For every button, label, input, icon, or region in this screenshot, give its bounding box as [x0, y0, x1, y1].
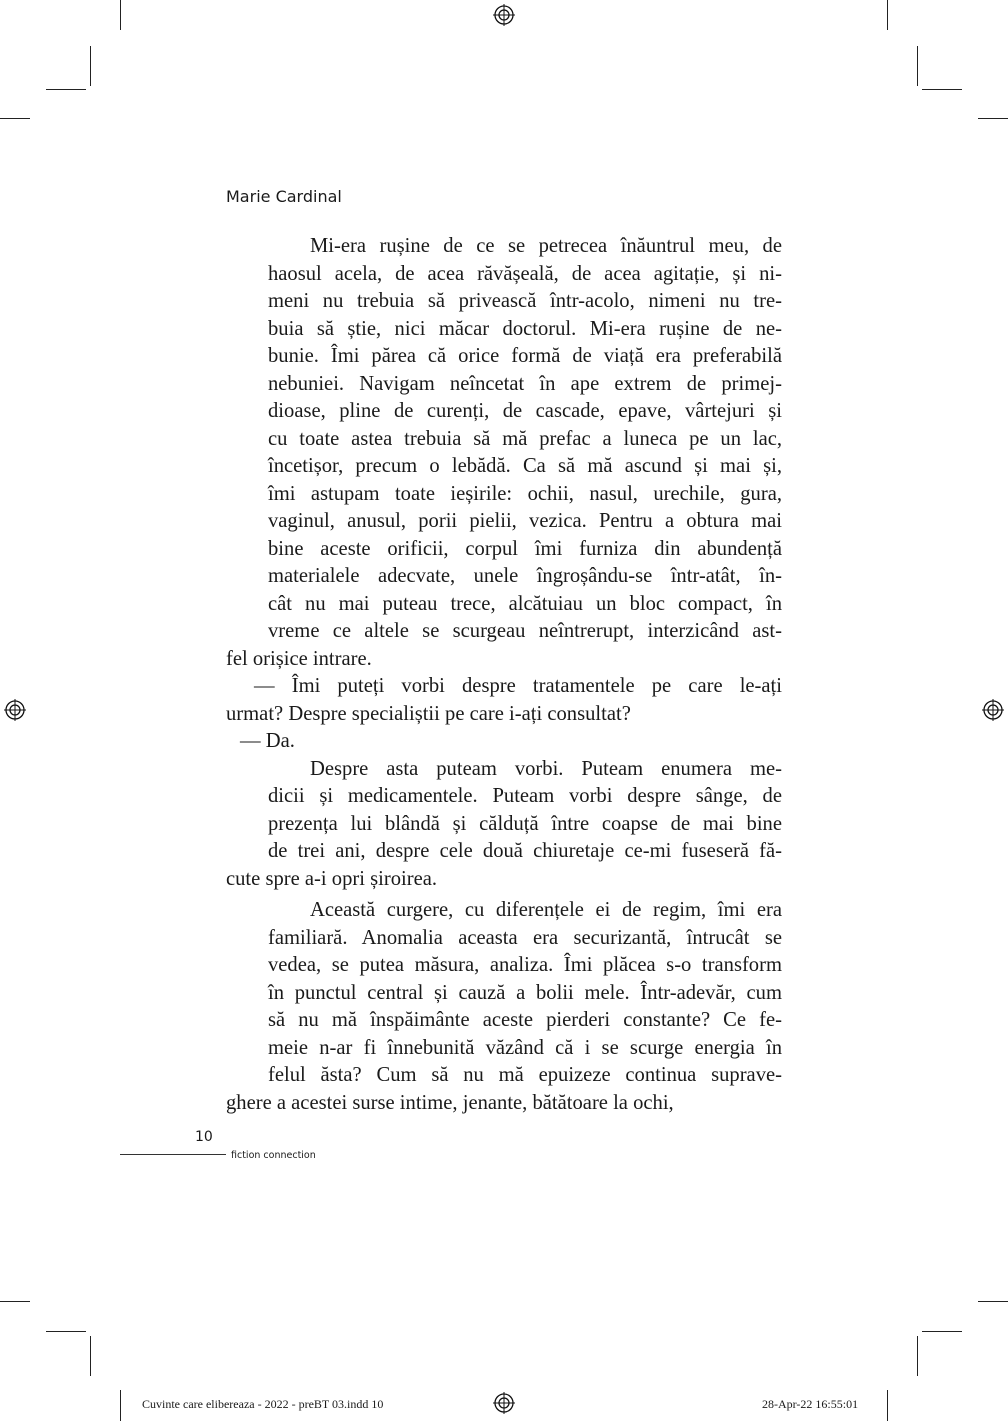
- text-line: — Îmi puteți vorbi despre tratamentele pe care le-ați: [254, 675, 782, 697]
- slug-timestamp: 28-Apr-22 16:55:01: [762, 1397, 859, 1411]
- text-line: vreme ce altele se scurgeau neîntrerupt, interzicând ast-: [268, 620, 782, 642]
- paragraph: [226, 897, 782, 1117]
- running-head: Marie Cardinal: [226, 187, 342, 206]
- imprint: fiction connection: [231, 1150, 316, 1161]
- page-number: 10: [195, 1129, 213, 1145]
- crop-mark: [917, 1336, 918, 1376]
- text-line: felul ăsta? Cum să nu mă epuizeze continua suprave-: [268, 1064, 782, 1086]
- text-line: în punctul central și cauză a bolii mele. Într-adevăr, cum: [268, 981, 782, 1004]
- crop-mark: [978, 1301, 1008, 1302]
- text-line: cu toate astea trebuia să mă prefac a luneca pe un lac,: [268, 427, 782, 450]
- slug-file: Cuvinte care elibereaza - 2022 - preBT 03.indd 10: [142, 1397, 384, 1411]
- text-line: dioase, pline de curenți, de cascade, epave, vârtejuri și: [268, 400, 782, 422]
- text-line: materialele adecvate, unele îngroșându-se într-atât, în-: [268, 565, 782, 587]
- text-line: prezența lui blândă și călduță între coapse de mai bine: [268, 812, 782, 835]
- crop-mark: [978, 118, 1008, 119]
- text-line: vaginul, anusul, porii pielii, vezica. Pentru a obtura mai: [268, 510, 782, 532]
- crop-mark: [46, 89, 86, 90]
- text-line: de trei ani, despre cele două chiuretaje ce-mi fuseseră fă-: [268, 840, 782, 862]
- text-line: bunie. Îmi părea că orice formă de viață era preferabilă: [268, 345, 782, 367]
- text-line: ghere a acestei surse intime, jenante, bătătoare la ochi,: [226, 1091, 674, 1114]
- text-line: familiară. Anomalia aceasta era securizantă, întrucât se: [268, 926, 782, 949]
- dialogue-paragraph: [226, 673, 782, 728]
- text-line: dicii și medicamentele. Puteam vorbi despre sânge, de: [268, 785, 782, 807]
- text-line: meni nu trebuia să privească într-acolo, nimeni nu tre-: [268, 290, 782, 312]
- crop-mark: [0, 118, 30, 119]
- footer-rule: [120, 1154, 226, 1155]
- text-line: Această curgere, cu diferențele ei de regim, îmi era: [310, 899, 782, 921]
- crop-mark: [120, 0, 121, 30]
- text-line: bine aceste orificii, corpul îmi furniza din abundență: [268, 537, 782, 560]
- text-line: Despre asta puteam vorbi. Puteam enumera me-: [310, 757, 782, 780]
- crop-mark: [922, 89, 962, 90]
- text-line: nebuniei. Navigam neîncetat în ape extrem de primej-: [268, 372, 782, 395]
- text-line: haosul acela, de acea răvășeală, de acea agitație, și ni-: [268, 262, 782, 285]
- text-line: îmi astupam toate ieșirile: ochii, nasul, urechile, gura,: [268, 482, 782, 505]
- text-line: urmat? Despre specialiștii pe care i-ați consultat?: [226, 702, 631, 725]
- registration-mark-icon: [4, 699, 26, 721]
- text-line: cât nu mai puteau trece, alcătuiau un bloc compact, în: [268, 592, 782, 615]
- registration-mark-icon: [493, 4, 515, 26]
- dialogue-paragraph: [226, 728, 782, 756]
- crop-mark: [90, 1336, 91, 1376]
- registration-mark-icon: [493, 1392, 515, 1414]
- text-line: fel orișice intrare.: [226, 647, 372, 670]
- text-line: Mi-era rușine de ce se petrecea înăuntrul meu, de: [310, 235, 782, 257]
- crop-mark: [887, 0, 888, 30]
- text-line: să nu mă înspăimânte aceste pierderi constante? Ce fe-: [268, 1009, 782, 1031]
- text-line: meie n-ar fi înnebunită văzând că i se scurge energia în: [268, 1036, 782, 1059]
- crop-mark: [46, 1331, 86, 1332]
- text-line: încetișor, precum o lebădă. Ca să mă ascund și mai și,: [268, 455, 782, 477]
- text-line: cute spre a-i opri șiroirea.: [226, 867, 437, 890]
- crop-mark: [917, 46, 918, 86]
- crop-mark: [887, 1390, 888, 1421]
- paragraph: [226, 233, 782, 673]
- crop-mark: [0, 1301, 30, 1302]
- crop-mark: [90, 46, 91, 86]
- text-line: vedea, se putea măsura, analiza. Îmi plăcea s-o transform: [268, 954, 782, 976]
- body-text: [226, 233, 782, 1117]
- text-line: — Da.: [240, 730, 295, 752]
- paragraph: [226, 756, 782, 894]
- crop-mark: [922, 1331, 962, 1332]
- text-line: buia să știe, nici măcar doctorul. Mi-era rușine de ne-: [268, 317, 782, 340]
- crop-mark: [120, 1390, 121, 1421]
- registration-mark-icon: [982, 699, 1004, 721]
